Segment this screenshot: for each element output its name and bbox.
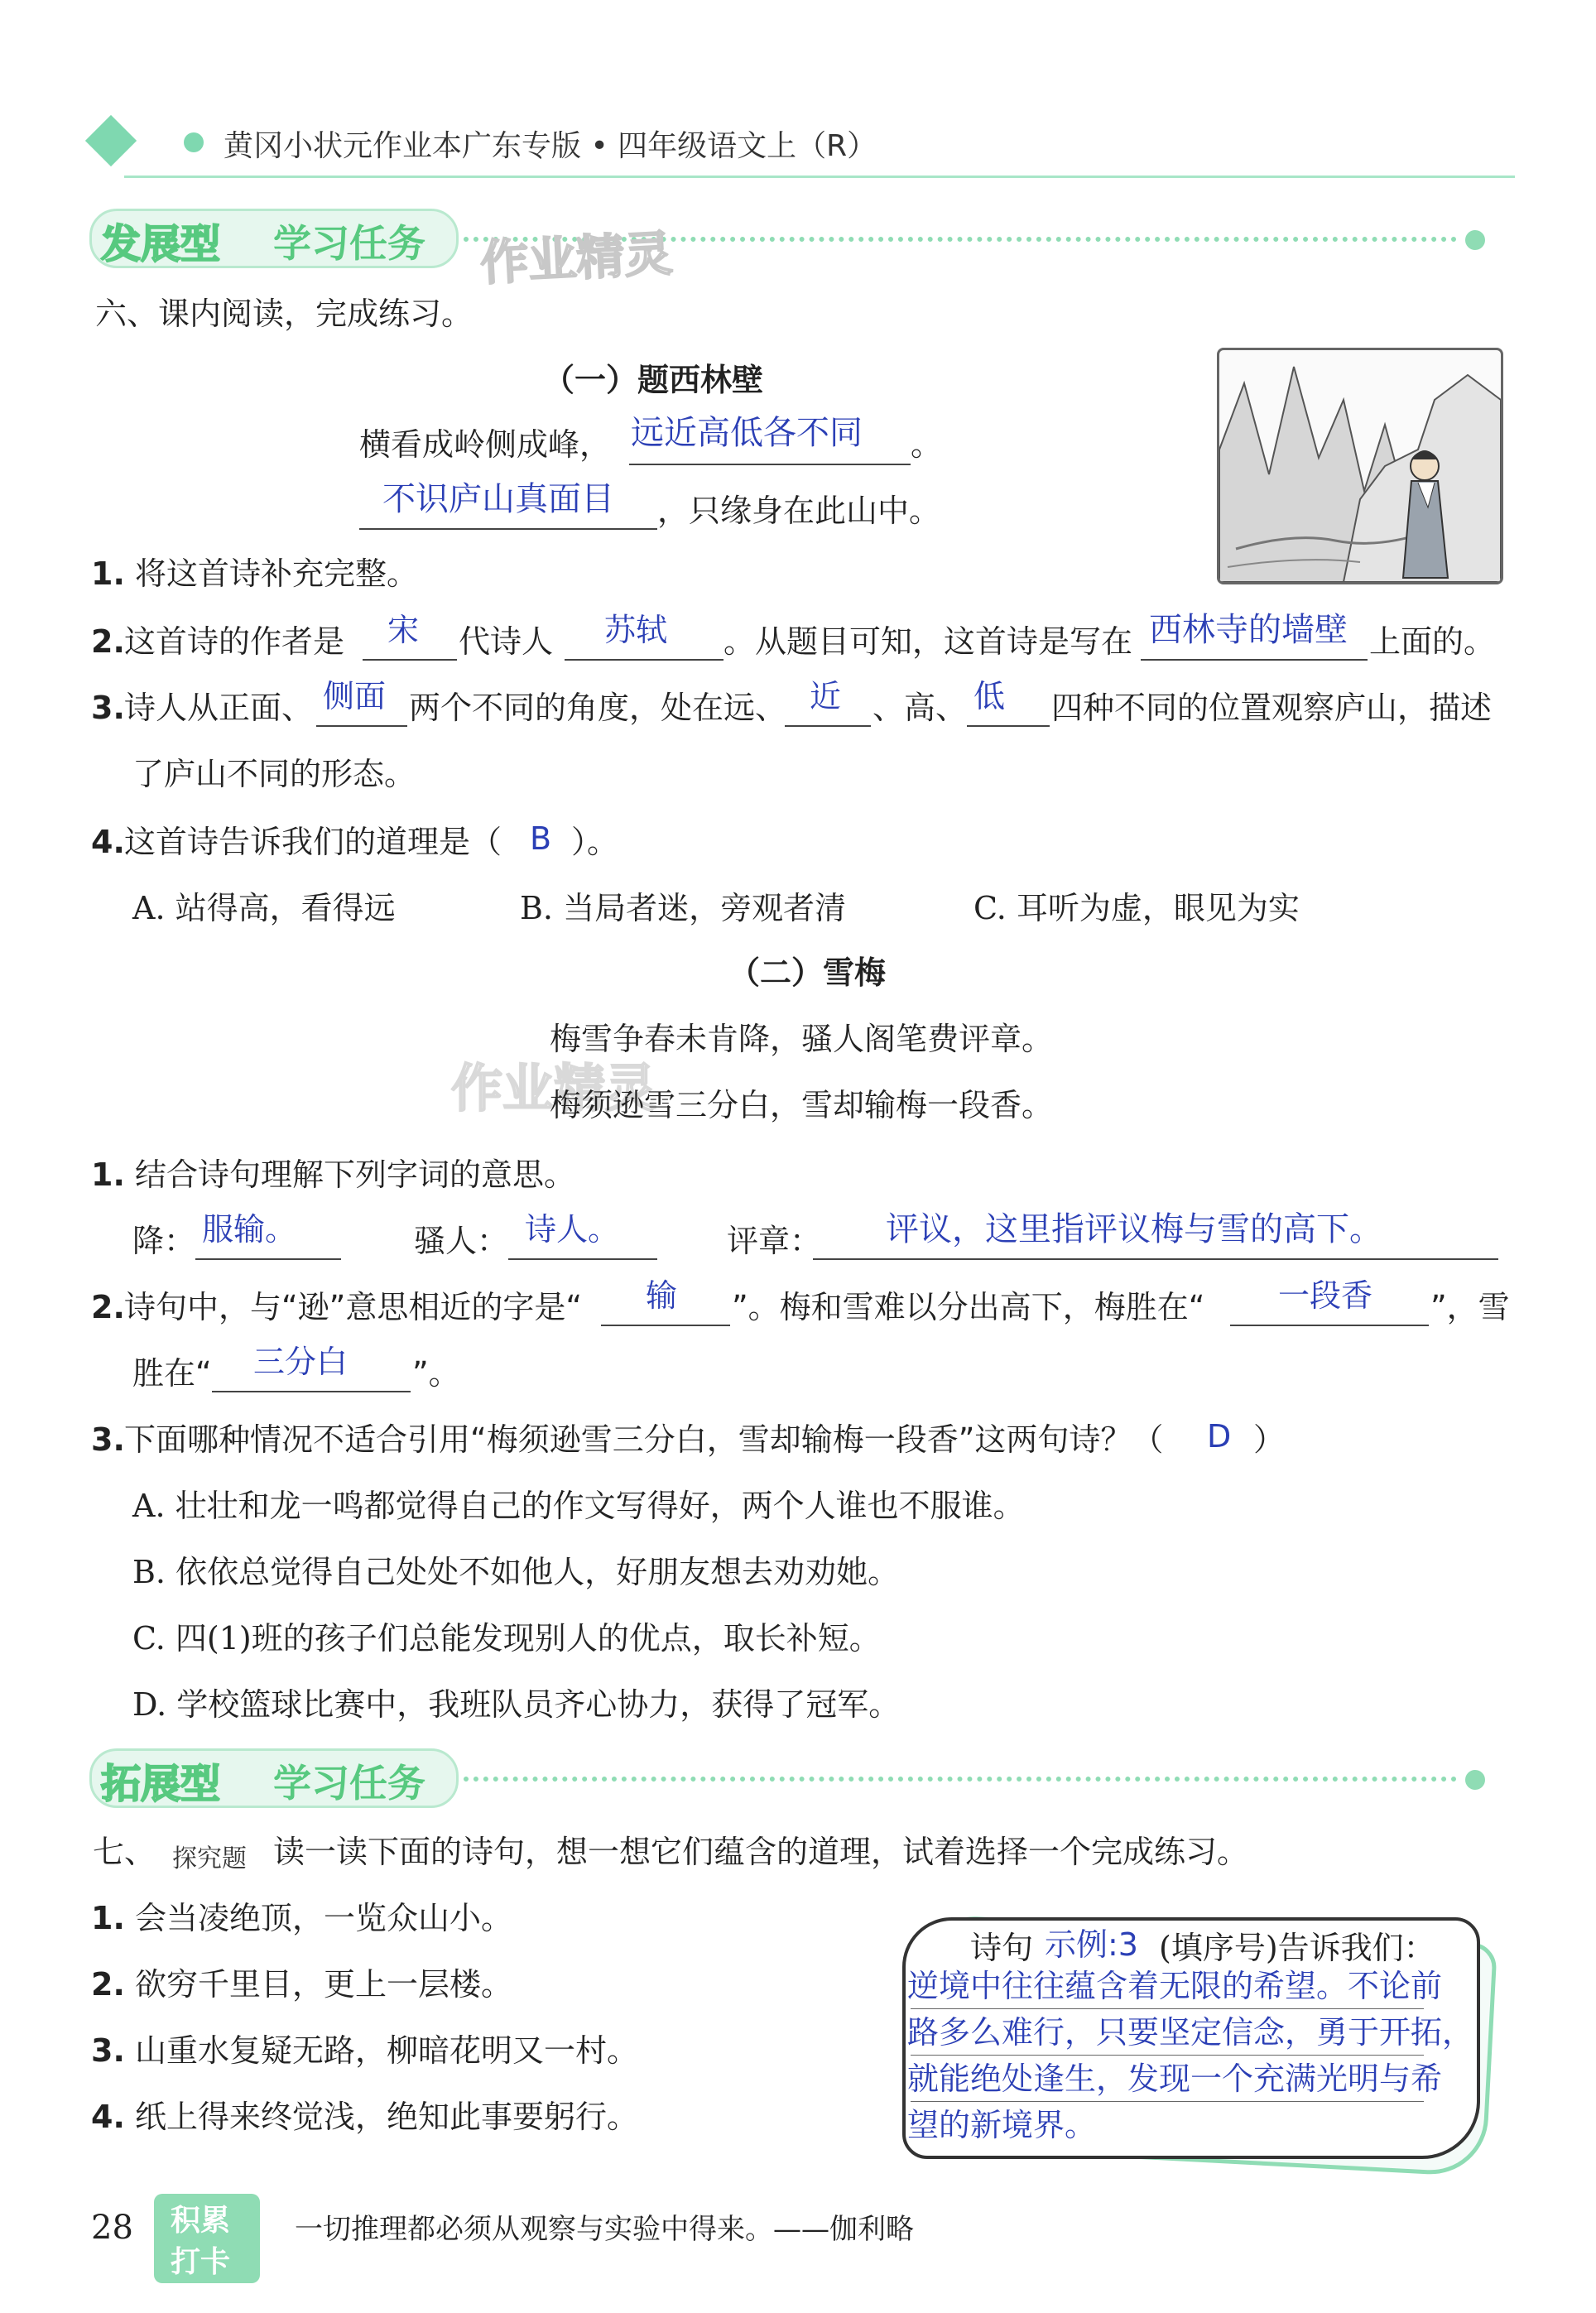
p1-q2-blank1 bbox=[363, 659, 457, 661]
footer-badge-line1: 积累 bbox=[171, 2204, 231, 2238]
p2-q2-a1: 输 bbox=[646, 1277, 678, 1314]
p2-q3-t2: ） bbox=[1253, 1421, 1286, 1458]
q7-num: 七、 bbox=[93, 1834, 156, 1870]
p2-q2-t1: 诗句中，与“逊”意思相近的字是“ bbox=[124, 1289, 583, 1325]
p1-q3-a1: 侧面 bbox=[323, 678, 387, 714]
poem1-line2-answer: 不识庐山真面目 bbox=[382, 480, 614, 518]
p1-q4-t2: ）。 bbox=[571, 824, 619, 860]
poem1-line1-prefix: 横看成岭侧成峰， bbox=[359, 426, 612, 463]
section2-dotted-line bbox=[464, 1777, 1457, 1782]
section2-task-label: 学习任务 bbox=[273, 1761, 425, 1806]
p1-q2-a1: 宋 bbox=[387, 612, 420, 648]
p1-q2-t3: 。从题目可知，这首诗是写在 bbox=[723, 623, 1133, 660]
p1-q3-t1: 诗人从正面、 bbox=[124, 690, 314, 726]
p2-q1 bbox=[91, 1156, 575, 1194]
q7-text: 读一读下面的诗句，想一想它们蕴含的道理，试着选择一个完成练习。 bbox=[273, 1834, 1249, 1870]
section1-end-dot-icon bbox=[1465, 230, 1485, 250]
p1-q2-a2: 苏轼 bbox=[604, 612, 668, 648]
p2-q1-text: 结合诗句理解下列字词的意思。 bbox=[134, 1156, 575, 1193]
p1-q3-num: 3. bbox=[91, 690, 125, 726]
q6-heading: 六、课内阅读，完成练习。 bbox=[95, 296, 474, 332]
p2-q1-num: 1. bbox=[91, 1156, 125, 1193]
q7-item-1-num: 1. bbox=[91, 1900, 125, 1936]
p1-q3-t4: 四种不同的位置观察庐山，描述 bbox=[1051, 690, 1493, 726]
p2-q2-t2: ”。梅和雪难以分出高下，梅胜在“ bbox=[732, 1289, 1205, 1325]
header-rule bbox=[124, 176, 1515, 178]
poem1-line1-answer: 远近高低各不同 bbox=[631, 414, 863, 452]
answer-line-3: 就能绝处逢生，发现一个充满光明与希 bbox=[907, 2061, 1443, 2097]
p1-q3-t5: 了庐山不同的形态。 bbox=[132, 756, 416, 792]
p1-q3-a3: 低 bbox=[973, 678, 1006, 714]
p1-q4-optC: C. 耳听为虚，眼见为实 bbox=[973, 890, 1300, 926]
q7-item-2 bbox=[91, 1965, 512, 2003]
p2-q1-w2: 骚人： bbox=[414, 1223, 509, 1259]
p2-q2-a3: 三分白 bbox=[253, 1344, 349, 1380]
answer-line-2: 路多么难行，只要坚定信念，勇于开拓， bbox=[907, 2014, 1474, 2051]
q7-tag: 探究题 bbox=[172, 1844, 247, 1873]
header-diamond-icon bbox=[85, 115, 137, 166]
answer-rule-1 bbox=[911, 2008, 1424, 2009]
p2-q2-t5: ”。 bbox=[412, 1355, 460, 1392]
p2-q1-a1: 服输。 bbox=[202, 1211, 297, 1248]
answer-box-a1: 示例:3 bbox=[1045, 1926, 1138, 1963]
p1-q1-text: 将这首诗补充完整。 bbox=[134, 555, 418, 592]
p2-q3-option-c: C. 四(1)班的孩子们总能发现别人的优点，取长补短。 bbox=[132, 1620, 881, 1657]
p2-q1-a3: 评议，这里指评议梅与雪的高下。 bbox=[886, 1210, 1382, 1248]
poem-illustration bbox=[1217, 348, 1503, 584]
q7-item-3 bbox=[91, 2032, 638, 2070]
p2-q2-blank3 bbox=[212, 1391, 411, 1392]
q7-item-1 bbox=[91, 1899, 512, 1937]
p1-q2-blank2 bbox=[565, 659, 723, 661]
p1-q1 bbox=[91, 555, 418, 593]
section1-task-label: 学习任务 bbox=[273, 221, 425, 266]
q7-item-2-text: 欲穷千里目，更上一层楼。 bbox=[134, 1966, 512, 2003]
p1-q2-t2: 代诗人 bbox=[459, 623, 554, 660]
p2-q3-t1: 下面哪种情况不适合引用“梅须逊雪三分白，雪却输梅一段香”这两句诗？（ bbox=[124, 1421, 1164, 1458]
p1-q2-a3: 西林寺的墙壁 bbox=[1149, 611, 1348, 649]
q7-item-2-num: 2. bbox=[91, 1966, 125, 2003]
p2-q2-blank1 bbox=[601, 1325, 730, 1326]
p1-q4-optA: A. 站得高，看得远 bbox=[132, 890, 396, 926]
poem1-line2-blank bbox=[359, 528, 657, 530]
p1-q3-blank3 bbox=[967, 725, 1050, 727]
p2-q1-w1: 降： bbox=[132, 1223, 196, 1259]
header-dot-icon bbox=[184, 132, 204, 152]
poem1-line1-suffix: 。 bbox=[911, 426, 943, 463]
p2-q3-num: 3. bbox=[91, 1421, 125, 1458]
section2-type-label: 拓展型 bbox=[101, 1761, 221, 1807]
footer-badge-line2: 打卡 bbox=[171, 2245, 231, 2279]
answer-box-t1: 诗句 bbox=[970, 1930, 1034, 1966]
section2-end-dot-icon bbox=[1465, 1770, 1485, 1790]
answer-box-t2: (填序号)告诉我们： bbox=[1159, 1930, 1435, 1966]
q7-item-4-num: 4. bbox=[91, 2099, 125, 2135]
p1-q4-t1: 这首诗告诉我们的道理是（ bbox=[124, 824, 502, 860]
p2-q2-t4: 胜在“ bbox=[132, 1355, 212, 1392]
p2-q1-blank3 bbox=[813, 1258, 1498, 1260]
p1-q3-t2: 两个不同的角度，处在远、 bbox=[409, 690, 787, 726]
poem2-line2: 梅须逊雪三分白，雪却输梅一段香。 bbox=[550, 1087, 1054, 1123]
p2-q3-a1: D bbox=[1207, 1418, 1232, 1455]
p2-q3-option-b: B. 依依总觉得自己处处不如他人，好朋友想去劝劝她。 bbox=[132, 1554, 900, 1590]
poem1-line1-blank bbox=[629, 464, 911, 465]
poem1-title: （一）题西林壁 bbox=[543, 362, 764, 398]
p1-q3-t3: 、高、 bbox=[873, 690, 968, 726]
answer-rule-3 bbox=[911, 2101, 1424, 2102]
answer-line-1: 逆境中往往蕴含着无限的希望。不论前 bbox=[907, 1968, 1443, 2004]
answer-line-4: 望的新境界。 bbox=[907, 2107, 1097, 2143]
p2-q3-option-a: A. 壮壮和龙一鸣都觉得自己的作文写得好，两个人谁也不服谁。 bbox=[132, 1488, 1025, 1524]
q7-item-3-num: 3. bbox=[91, 2032, 125, 2069]
p2-q3-option-d: D. 学校篮球比赛中，我班队员齐心协力，获得了冠军。 bbox=[132, 1686, 901, 1723]
p2-q2-blank2 bbox=[1230, 1325, 1429, 1326]
page-number: 28 bbox=[91, 2209, 133, 2247]
watermark-middle: 作业精灵 bbox=[451, 1058, 657, 1118]
q7-item-4 bbox=[91, 2098, 638, 2136]
p2-q1-blank2 bbox=[508, 1258, 657, 1260]
p1-q2-blank3 bbox=[1141, 659, 1368, 661]
poem2-line1: 梅雪争春未肯降，骚人阁笔费评章。 bbox=[550, 1021, 1054, 1057]
p2-q2-num: 2. bbox=[91, 1289, 125, 1325]
p1-q3-blank1 bbox=[316, 725, 407, 727]
p1-q2-t1: 这首诗的作者是 bbox=[124, 623, 345, 660]
footer-quote: 一切推理都必须从观察与实验中得来。——伽利略 bbox=[295, 2213, 914, 2246]
q7-item-1-text: 会当凌绝顶，一览众山小。 bbox=[134, 1900, 512, 1936]
q7-item-3-text: 山重水复疑无路，柳暗花明又一村。 bbox=[134, 2032, 638, 2069]
p1-q2-t4: 上面的。 bbox=[1369, 623, 1496, 660]
p1-q4-a1: B bbox=[530, 820, 552, 857]
poem1-line2-suffix: ，只缘身在此山中。 bbox=[657, 493, 941, 529]
header-title: 黄冈小状元作业本广东专版 • 四年级语文上（R） bbox=[224, 129, 877, 163]
p1-q4-num: 4. bbox=[91, 824, 125, 860]
q7-item-4-text: 纸上得来终觉浅，绝知此事要躬行。 bbox=[134, 2099, 638, 2135]
p1-q4-optB: B. 当局者迷，旁观者清 bbox=[520, 890, 847, 926]
p2-q1-w3: 评章： bbox=[727, 1223, 822, 1259]
p2-q1-a2: 诗人。 bbox=[525, 1211, 620, 1248]
p1-q3-blank2 bbox=[785, 725, 871, 727]
p1-q2-num: 2. bbox=[91, 623, 125, 660]
watermark-top: 作业精灵 bbox=[478, 224, 674, 292]
p2-q2-a2: 一段香 bbox=[1278, 1277, 1373, 1314]
p2-q2-t3: ”，雪 bbox=[1430, 1289, 1510, 1325]
p1-q1-num: 1. bbox=[91, 555, 125, 592]
p2-q1-blank1 bbox=[195, 1258, 341, 1260]
section1-type-label: 发展型 bbox=[101, 221, 221, 267]
p1-q3-a2: 近 bbox=[810, 678, 842, 714]
answer-rule-2 bbox=[911, 2055, 1424, 2056]
poem2-title: （二）雪梅 bbox=[728, 955, 887, 991]
